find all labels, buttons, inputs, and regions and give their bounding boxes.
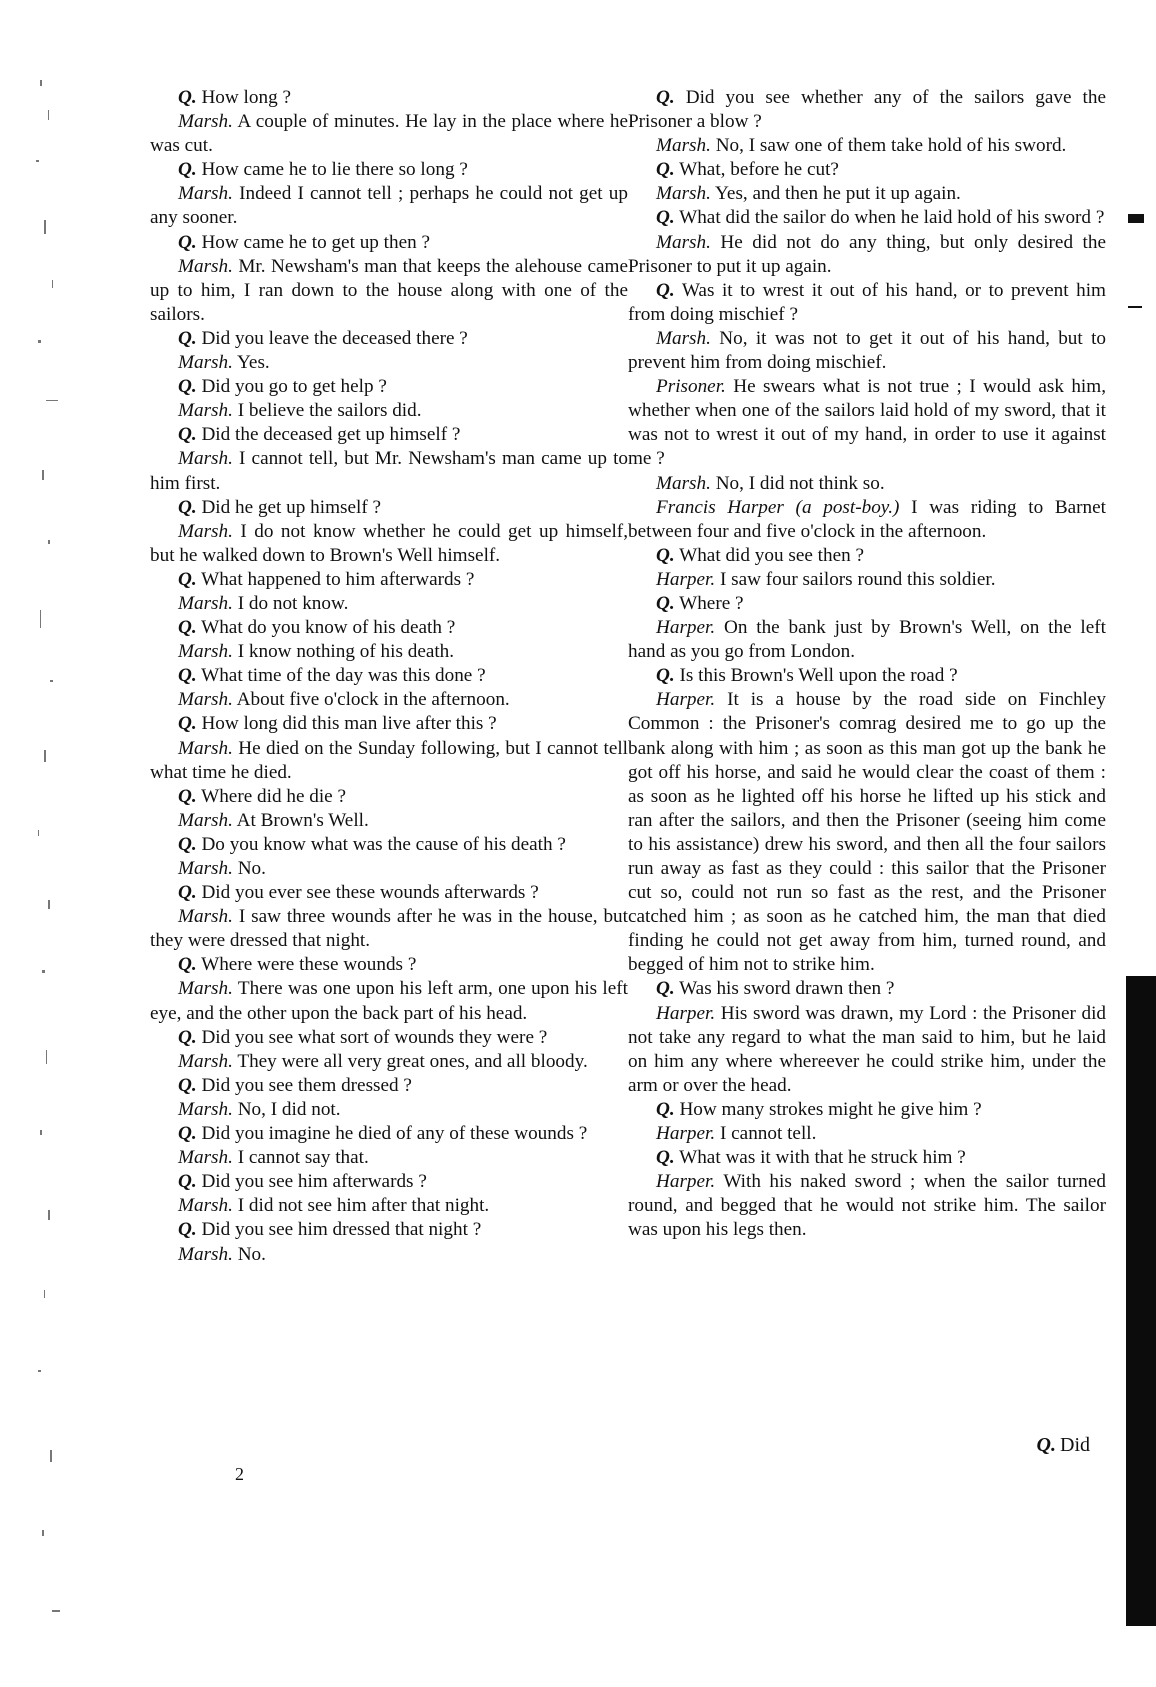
speaker-label: Harper. [656, 1171, 716, 1193]
line-text: Yes. [232, 352, 270, 374]
dialogue-line [628, 231, 1106, 279]
dialogue-line [150, 375, 628, 399]
dialogue-line [628, 206, 1106, 230]
line-text: I do not know. [232, 592, 349, 614]
line-text: I did not see him after that night. [232, 1195, 490, 1217]
speaker-label: Q. [656, 1147, 675, 1169]
line-text: Was it to wrest it out of his hand, or to prevent him from doing mischief ? [628, 279, 1106, 325]
line-text: Did you see what sort of wounds they were ? [196, 1026, 548, 1048]
dialogue-line [150, 327, 628, 351]
line-text: On the bank just by Brown's Well, on the left hand as you go from London. [628, 617, 1106, 663]
scan-mark-2 [1128, 306, 1142, 308]
dialogue-line [150, 1243, 628, 1267]
dialogue-line [150, 182, 628, 230]
speaker-label: Harper. [656, 1002, 716, 1024]
line-text: Did you go to get help ? [196, 376, 387, 398]
line-text: What, before he cut? [674, 159, 839, 181]
speaker-label: Q. [178, 327, 197, 349]
line-text: Did the deceased get up himself ? [196, 424, 461, 446]
line-text: Was his sword drawn then ? [674, 978, 895, 1000]
speaker-label: Francis Harper (a post-boy.) [656, 496, 900, 518]
line-text: What did the sailor do when he laid hold of his sword ? [674, 207, 1105, 229]
speaker-label: Q. [656, 665, 675, 687]
dialogue-line [628, 1170, 1106, 1242]
dialogue-line [628, 134, 1106, 158]
line-text: Where ? [674, 592, 744, 614]
speaker-label: Marsh. [178, 255, 233, 277]
scan-edge-speckle [18, 70, 68, 1670]
dialogue-line [628, 544, 1106, 568]
line-text: Where did he die ? [196, 785, 347, 807]
dialogue-line [628, 375, 1106, 471]
line-text: A couple of minutes. He lay in the place where he was cut. [150, 111, 628, 157]
line-text: I do not know whether he could get up himself, but he walked down to Brown's Well himself. [150, 520, 628, 566]
speaker-label: Q. [178, 159, 197, 181]
signature-mark: 2 [235, 1464, 244, 1484]
line-text: How came he to lie there so long ? [196, 159, 468, 181]
line-text: How long ? [196, 87, 291, 108]
catchword-text: Did [1060, 1434, 1090, 1456]
dialogue-line [150, 86, 628, 110]
dialogue-line [150, 399, 628, 423]
speaker-label: Q. [178, 1026, 197, 1048]
dialogue-line [628, 688, 1106, 977]
line-text: Did he get up himself ? [196, 496, 382, 518]
line-text: No, I did not think so. [710, 472, 885, 494]
dialogue-line [628, 86, 1106, 134]
dialogue-line [628, 664, 1106, 688]
speaker-label: Marsh. [656, 231, 711, 253]
dialogue-line [628, 327, 1106, 375]
scan-mark-1 [1128, 214, 1144, 223]
speaker-label: Q. [178, 665, 197, 687]
dialogue-line [150, 1218, 628, 1242]
line-text: He died on the Sunday following, but I cannot tell what time he died. [150, 737, 628, 783]
line-text: I know nothing of his death. [232, 641, 455, 663]
speaker-label: Marsh. [178, 1098, 233, 1120]
dialogue-line [628, 472, 1106, 496]
speaker-label: Q. [656, 87, 675, 108]
dialogue-line [628, 616, 1106, 664]
speaker-label: Marsh. [656, 183, 711, 205]
speaker-label: Q. [656, 592, 675, 614]
catchword [1037, 1434, 1090, 1457]
line-text: Where were these wounds ? [196, 954, 417, 976]
line-text: It is a house by the road side on Finchley Common : the Prisoner's comrag desired me to go up the bank along with him ; as soon as this man got up the bank he got off his horse, and said he would clear the coast of them : as soon as he lighted off his horse he lifted up his stick and ran after the sailors, and then the Prisoner (seeing him come to his assistance) drew his sword, and then all the four sailors run away as fast as they could : this sailor that the Prisoner cut so, could not run so fast as the rest, and the Prisoner catched him ; as soon as he catched him, the man that died finding he could not get away from him, turned round, and begged of him not to strike him. [628, 689, 1106, 976]
line-text: I saw four sailors round this soldier. [715, 568, 996, 590]
speaker-label: Marsh. [178, 809, 233, 831]
speaker-label: Marsh. [178, 737, 233, 759]
dialogue-line [150, 1122, 628, 1146]
speaker-label: Marsh. [178, 1050, 233, 1072]
dialogue-line [628, 496, 1106, 544]
speaker-label: Marsh. [178, 978, 233, 1000]
catchword-q: Q. [1036, 1434, 1056, 1456]
dialogue-line [628, 279, 1106, 327]
speaker-label: Marsh. [178, 1243, 233, 1265]
line-text: What time of the day was this done ? [196, 665, 486, 687]
dialogue-line [628, 1098, 1106, 1122]
dialogue-line [628, 592, 1106, 616]
line-text: Did you see them dressed ? [196, 1074, 412, 1096]
line-text: There was one upon his left arm, one upon his left eye, and the other upon the back part of his head. [150, 978, 628, 1024]
line-text: At Brown's Well. [232, 809, 369, 831]
speaker-label: Marsh. [656, 472, 711, 494]
line-text: How long did this man live after this ? [196, 713, 497, 735]
dialogue-line [150, 423, 628, 447]
speaker-label: Q. [656, 279, 675, 301]
dialogue-line [150, 1170, 628, 1194]
dialogue-line [150, 231, 628, 255]
line-text: What do you know of his death ? [196, 617, 456, 639]
dialogue-line [150, 447, 628, 495]
speaker-label: Q. [178, 1123, 197, 1145]
line-text: They were all very great ones, and all bloody. [232, 1050, 588, 1072]
speaker-label: Harper. [656, 568, 716, 590]
speaker-label: Marsh. [178, 858, 233, 879]
dialogue-line [150, 737, 628, 785]
line-text: I was riding to Barnet between four and five o'clock in the afternoon. [628, 496, 1106, 542]
speaker-label: Marsh. [656, 135, 711, 157]
dialogue-line [150, 1074, 628, 1098]
dialogue-line [150, 351, 628, 375]
dialogue-line [628, 568, 1106, 592]
dialogue-line [150, 881, 628, 905]
line-text: Did you ever see these wounds afterwards ? [196, 882, 539, 904]
speaker-label: Q. [178, 1219, 197, 1241]
speaker-label: Marsh. [178, 520, 233, 542]
speaker-label: Q. [178, 1074, 197, 1096]
speaker-label: Q. [656, 207, 675, 229]
speaker-label: Q. [178, 1171, 197, 1193]
line-text: Do you know what was the cause of his death ? [196, 833, 566, 855]
line-text: About five o'clock in the afternoon. [232, 689, 510, 711]
dialogue-line [628, 1122, 1106, 1146]
speaker-label: Q. [178, 785, 197, 807]
speaker-label: Harper. [656, 617, 716, 639]
line-text: No. [232, 858, 266, 879]
line-text: No. [232, 1243, 266, 1265]
dialogue-line [150, 905, 628, 953]
line-text: What was it with that he struck him ? [674, 1147, 966, 1169]
line-text: No, it was not to get it out of his hand, but to prevent him from doing mischief. [628, 327, 1106, 374]
line-text: How came he to get up then ? [196, 231, 431, 253]
speaker-label: Marsh. [178, 183, 233, 205]
dialogue-line [150, 857, 628, 881]
speaker-label: Marsh. [656, 327, 711, 349]
dialogue-line [150, 688, 628, 712]
dialogue-line [150, 1026, 628, 1050]
line-text: I cannot tell. [715, 1123, 817, 1145]
dialogue-line [150, 809, 628, 833]
speaker-label: Marsh. [178, 352, 233, 374]
speaker-label: Marsh. [178, 1195, 233, 1217]
line-text: His sword was drawn, my Lord : the Prisoner did not take any regard to what the man said to him, but he laid on him any where whereever he could strike him, under the arm or over the head. [628, 1002, 1106, 1096]
line-text: Did you see him dressed that night ? [196, 1219, 482, 1241]
line-text: Did you see him afterwards ? [196, 1171, 427, 1193]
dialogue-line [628, 1146, 1106, 1170]
speaker-label: Q. [178, 713, 197, 735]
dialogue-line [150, 833, 628, 857]
speaker-label: Q. [178, 568, 197, 590]
dialogue-line [150, 664, 628, 688]
dialogue-line [150, 110, 628, 158]
dialogue-line [628, 977, 1106, 1001]
speaker-label: Prisoner. [656, 376, 726, 398]
line-text: I believe the sailors did. [232, 400, 422, 422]
speaker-label: Q. [178, 617, 197, 639]
line-text: No, I did not. [232, 1098, 341, 1120]
speaker-label: Marsh. [178, 448, 233, 470]
dialogue-line [628, 158, 1106, 182]
speaker-label: Q. [656, 1098, 675, 1120]
speaker-label: Marsh. [178, 689, 233, 711]
dialogue-line [150, 712, 628, 736]
dialogue-line [150, 977, 628, 1025]
speaker-label: Marsh. [178, 906, 233, 928]
line-text: What did you see then ? [674, 544, 864, 566]
dialogue-line [150, 592, 628, 616]
dialogue-line [150, 1194, 628, 1218]
speaker-label: Q. [656, 159, 675, 181]
line-text: Mr. Newsham's man that keeps the alehouse came up to him, I ran down to the house along with one of the sailors. [150, 255, 628, 325]
right-column [628, 86, 1106, 1243]
dialogue-line [150, 158, 628, 182]
speaker-label: Marsh. [178, 1147, 233, 1169]
speaker-label: Harper. [656, 689, 716, 711]
speaker-label: Q. [178, 376, 197, 398]
speaker-label: Marsh. [178, 641, 233, 663]
speaker-label: Q. [178, 954, 197, 976]
dialogue-line [150, 520, 628, 568]
speaker-label: Marsh. [178, 400, 233, 422]
line-text: He swears what is not true ; I would ask him, whether when one of the sailors laid hold of my sword, that it was not to wrest it out of my hand, in order to use it against me ? [628, 376, 1106, 470]
line-text: Did you see whether any of the sailors gave the Prisoner a blow ? [628, 87, 1106, 133]
line-text: No, I saw one of them take hold of his sword. [710, 135, 1067, 157]
dialogue-line [150, 1146, 628, 1170]
dialogue-line [150, 568, 628, 592]
dialogue-line [150, 1050, 628, 1074]
left-column [150, 86, 628, 1267]
scan-edge-bar [1126, 976, 1156, 1626]
dialogue-line [150, 1098, 628, 1122]
line-text: He did not do any thing, but only desired the Prisoner to put it up again. [628, 231, 1106, 277]
dialogue-line [150, 640, 628, 664]
line-text: Did you imagine he died of any of these wounds ? [196, 1123, 588, 1145]
line-text: I cannot say that. [232, 1147, 369, 1169]
line-text: Indeed I cannot tell ; perhaps he could not get up any sooner. [150, 183, 628, 229]
dialogue-line [150, 785, 628, 809]
dialogue-line [628, 1002, 1106, 1098]
line-text: Yes, and then he put it up again. [710, 183, 961, 205]
line-text: I cannot tell, but Mr. Newsham's man came up to him first. [150, 448, 628, 494]
dialogue-line [150, 953, 628, 977]
dialogue-line [150, 255, 628, 327]
line-text: How many strokes might he give him ? [674, 1098, 982, 1120]
speaker-label: Q. [178, 833, 197, 855]
speaker-label: Q. [178, 496, 197, 518]
speaker-label: Harper. [656, 1123, 716, 1145]
dialogue-line [150, 496, 628, 520]
speaker-label: Marsh. [178, 111, 233, 133]
line-text: With his naked sword ; when the sailor turned round, and begged that he would not strike him. The sailor was upon his legs then. [628, 1171, 1106, 1241]
line-text: Did you leave the deceased there ? [196, 327, 468, 349]
speaker-label: Q. [656, 544, 675, 566]
line-text: Is this Brown's Well upon the road ? [674, 665, 958, 687]
speaker-label: Q. [178, 87, 197, 108]
speaker-label: Q. [656, 978, 675, 1000]
dialogue-line [628, 182, 1106, 206]
speaker-label: Q. [178, 424, 197, 446]
speaker-label: Q. [178, 231, 197, 253]
speaker-label: Marsh. [178, 592, 233, 614]
dialogue-line [150, 616, 628, 640]
line-text: I saw three wounds after he was in the house, but they were dressed that night. [150, 906, 628, 952]
speaker-label: Q. [178, 882, 197, 904]
line-text: What happened to him afterwards ? [196, 568, 475, 590]
